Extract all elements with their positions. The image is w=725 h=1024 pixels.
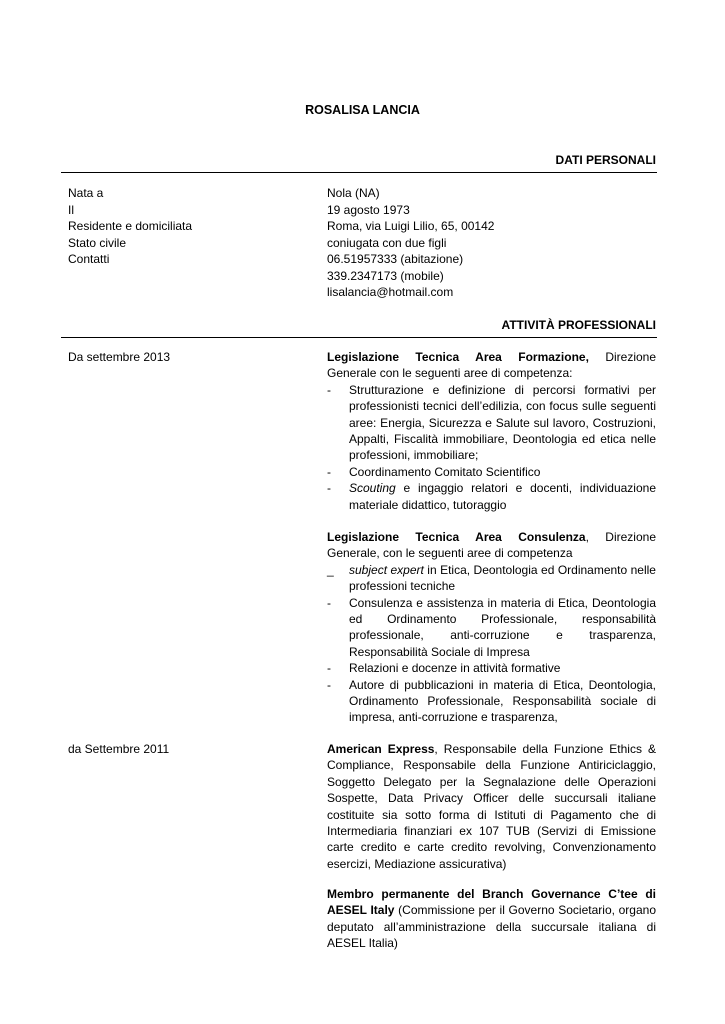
amex-role (327, 741, 656, 872)
amex-company: American Express (327, 742, 435, 756)
label-contacts: Contatti (68, 252, 110, 266)
value-email[interactable]: lisalancia@hotmail.com (327, 285, 454, 299)
list-item: - Strutturazione e definizione di percorsi formativi per professionisti tecnici dell’edilizia, con focus sulle seguenti aree: Energia, Sicurezza e Salute sul lavoro, Costruzioni, Appalti, Fiscalità immobiliare, Deontologia ed etica nelle professioni, immobiliare; (327, 382, 656, 463)
personal-data-heading: DATI PERSONALI (555, 153, 656, 167)
role-training-intro (327, 349, 656, 382)
governance-title: Membro permanente del Branch Governance C’tee di AESEL Italy (327, 887, 656, 918)
list-item: - Coordinamento Comitato Scientifico (327, 464, 541, 479)
value-mobile-phone: 339.2347173 (mobile) (327, 268, 444, 283)
list-item: _ subject expert in Etica, Deontologia ed Ordinamento nelle professioni tecniche (327, 562, 656, 594)
amex-role-desc: , Responsabile della Funzione Ethics & Compliance, Responsabile della Funzione Antiriciclaggio, Soggetto Delegato per la Segnalazione delle Operazioni Sospette, Data Privacy Officer delle succursali italiane costituite sia sotto forma di Istituti di Pagamento che di Intermediaria finanziari ex 107 TUB (Servizi di Emissione carte credito e carte credito revolving, Convenzionamento esercizi, Mediazione assicurativa) (327, 742, 656, 871)
governance-role (327, 886, 656, 952)
entry-1-role-training (327, 349, 656, 513)
role-training-desc: Direzione Generale con le seguenti aree di competenza: (327, 350, 657, 381)
governance-desc: (Commissione per il Governo Societario, organo deputato all’amministrazione della succursale italiana di AESEL Italia) (327, 903, 656, 951)
period-entry-1: Da settembre 2013 (68, 350, 171, 364)
value-birthdate: 19 agosto 1973 (327, 202, 410, 217)
entry-2-governance-member (327, 886, 656, 952)
role-consulting-intro (327, 529, 656, 562)
value-home-phone: 06.51957333 (abitazione) (327, 252, 464, 266)
value-residence: Roma, via Luigi Lilio, 65, 00142 (327, 219, 495, 233)
professional-activities-heading: ATTIVITÀ PROFESSIONALI (501, 318, 656, 332)
period-entry-2: da Settembre 2011 (68, 742, 170, 756)
role-consulting-desc: , Direzione Generale, con le seguenti aree di competenza (327, 530, 656, 561)
entry-1-role-consulting (327, 529, 656, 726)
role-training-title: Legislazione Tecnica Area Formazione, (327, 350, 589, 364)
cv-name-title: ROSALISA LANCIA (305, 103, 420, 117)
value-birthplace: Nola (NA) (327, 186, 380, 200)
list-item: - Relazioni e docenze in attività formative (327, 661, 561, 676)
list-item: - Autore di pubblicazioni in materia di Etica, Deontologia, Ordinamento Professionale, Responsabilità sociale di impresa, anti-corruzione e trasparenza, (327, 677, 656, 725)
role-consulting-title: Legislazione Tecnica Area Consulenza (327, 530, 586, 544)
entry-2-american-express (327, 741, 656, 872)
list-item: - Consulenza e assistenza in materia di Etica, Deontologia ed Ordinamento Professionale, responsabilità professionale, anti-corruzione e trasparenza, Responsabilità Sociale di Impresa (327, 595, 656, 659)
label-marital-status: Stato civile (68, 235, 127, 250)
label-birthdate: Il (68, 202, 74, 217)
professional-activities-rule (61, 337, 657, 338)
role-consulting-list (327, 562, 656, 726)
personal-data-rule (61, 172, 657, 173)
role-training-list (327, 382, 656, 513)
label-residence: Residente e domiciliata (68, 219, 193, 233)
label-birthplace: Nata a (68, 186, 104, 200)
list-item: - Scouting e ingaggio relatori e docenti, individuazione materiale didattico, tutoraggio (327, 481, 656, 512)
value-marital-status: coniugata con due figli (327, 235, 447, 250)
